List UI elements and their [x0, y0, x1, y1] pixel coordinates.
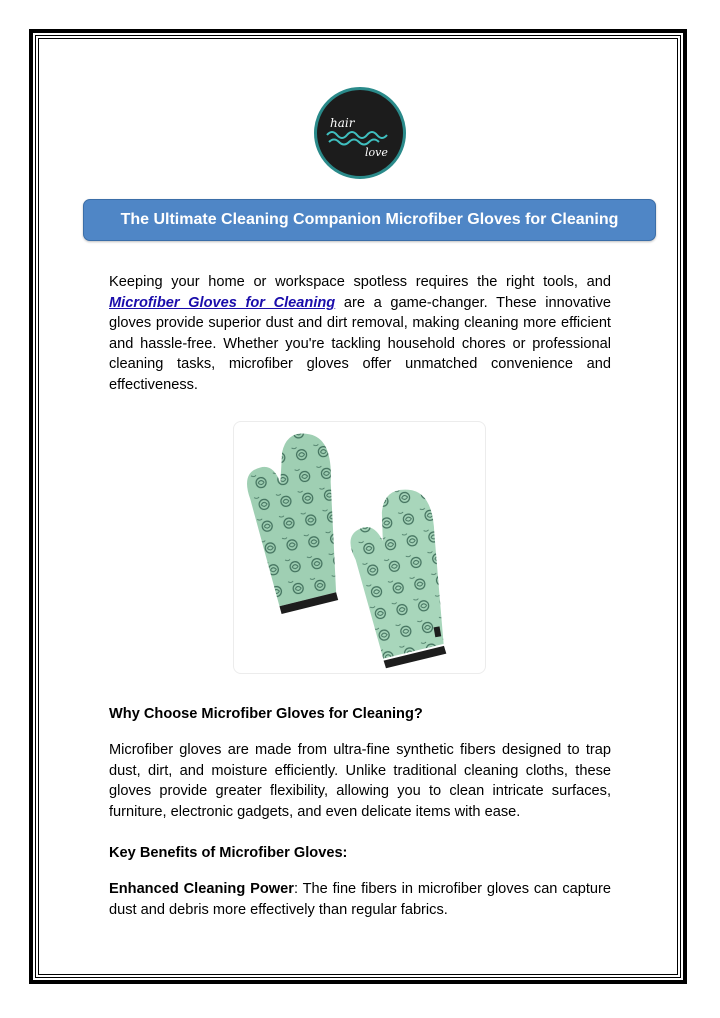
- intro-text-end: are a game-changer. These innovative gloves provide superior dust and dirt removal, making cleaning more efficient and hassle-free. Whether you're tackling household chores or professional cleaning tasks, microfiber gloves offer unmatched convenience and effectiveness.: [109, 294, 611, 393]
- intro-paragraph: [109, 272, 611, 395]
- microfiber-gloves-link[interactable]: Microfiber Gloves for Cleaning: [109, 294, 336, 311]
- title-banner: [83, 199, 656, 241]
- benefit-label: Enhanced Cleaning Power: [109, 881, 294, 897]
- microfiber-gloves-photo-icon: [233, 421, 486, 674]
- benefit-text: : The fine fibers in microfiber gloves can capture dust and debris more effectively than regular fabrics.: [109, 881, 611, 918]
- why-choose-paragraph: Microfiber gloves are made from ultra-fine synthetic fibers designed to trap dust, dirt, and moisture efficiently. Unlike traditional cleaning cloths, these gloves provide greater flexibility, allowing you to clean intricate surfaces, furniture, electronic gadgets, and even delicate items with ease.: [109, 742, 611, 820]
- logo-text-bottom: love: [365, 146, 388, 159]
- benefit-paragraph: [109, 879, 611, 920]
- left-glove: [241, 430, 350, 616]
- hair-love-logo-icon: [314, 87, 406, 179]
- section-heading-why-choose: Why Choose Microfiber Gloves for Cleaning?: [109, 706, 423, 722]
- logo-text-top: hair: [330, 116, 355, 130]
- right-glove: [343, 485, 457, 670]
- section-heading-key-benefits: Key Benefits of Microfiber Gloves:: [109, 845, 348, 861]
- intro-text-start: Keeping your home or workspace spotless requires the right tools, and: [109, 274, 611, 290]
- page-title: The Ultimate Cleaning Companion Microfiber Gloves for Cleaning: [120, 211, 619, 228]
